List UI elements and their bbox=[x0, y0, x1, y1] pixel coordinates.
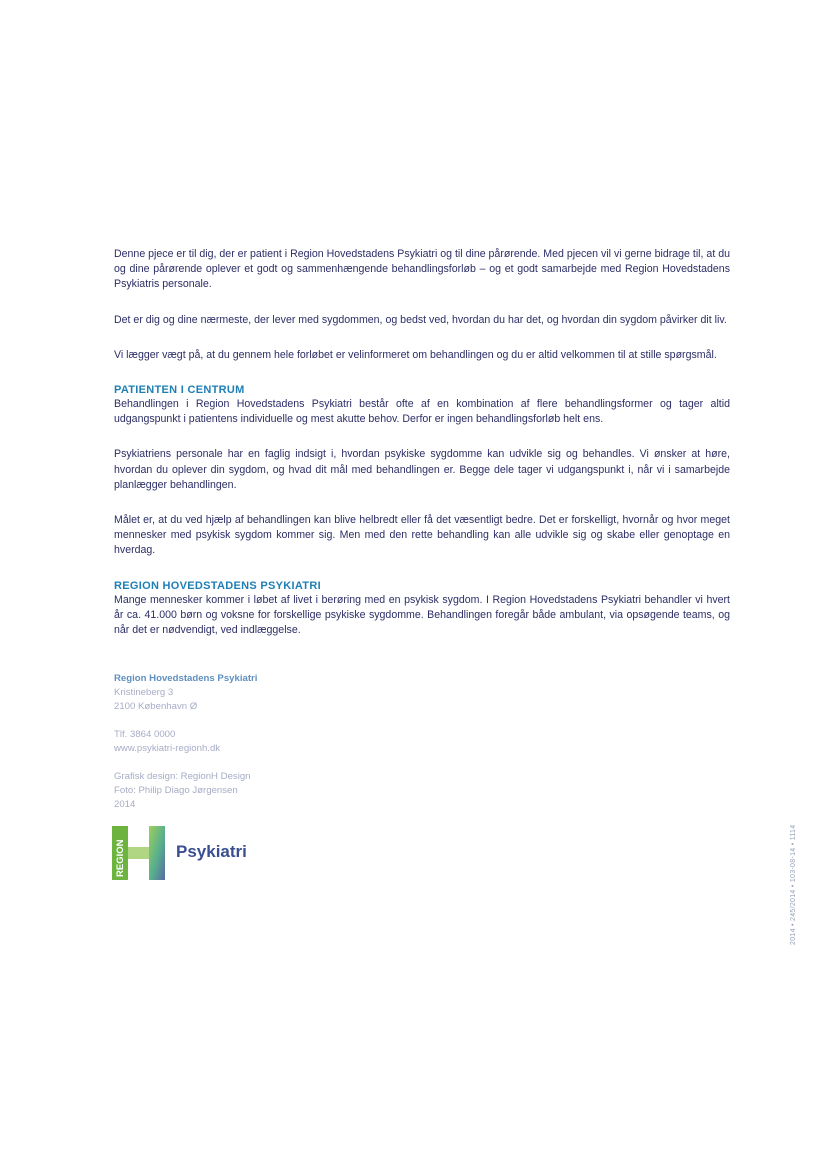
section1-paragraph-2: Psykiatriens personale har en faglig indsigt i, hvordan psykiske sygdomme kan udvikle sig og behandles. Vi ønsker at høre, hvordan du oplever din sygdom, og hvad dit mål med behandlingen er. Begge dele tager vi udgangspunkt i, når vi i samarbejde planlægger behandlingen. bbox=[114, 448, 730, 491]
print-code: 2014 • 245/2014 • 103-08-14 • 1114 bbox=[790, 824, 797, 945]
logo-psykiatri-text: Psykiatri bbox=[176, 842, 247, 861]
contact-block bbox=[114, 672, 257, 812]
credit-year: 2014 bbox=[114, 799, 136, 810]
credit-design: Grafisk design: RegionH Design bbox=[114, 771, 251, 782]
contact-city: 2100 København Ø bbox=[114, 701, 198, 712]
section2-paragraph-1: Mange mennesker kommer i løbet af livet i berøring med en psykisk sygdom. I Region Hovedstadens Psykiatri behandler vi hvert år ca. 41.000 børn og voksne for forskellige psykiske sygdomme. Behandlingen foregår både ambulant, via opsøgende teams, og når det er nødvendigt, ved indlæggelse. bbox=[114, 593, 730, 637]
intro-paragraph-2: Det er dig og dine nærmeste, der lever med sygdommen, og bedst ved, hvordan du har det, og hvordan din sygdom påvirker dit liv. bbox=[114, 313, 727, 326]
intro-paragraph-1: Denne pjece er til dig, der er patient i Region Hovedstadens Psykiatri og til dine pårørende. Med pjecen vil vi gerne bidrage til, at du og dine pårørende oplever et godt og sammenhængende behandlingsforløb – og et godt samarbejde med Region Hovedstadens Psykiatris personale. bbox=[114, 248, 730, 291]
contact-org: Region Hovedstadens Psykiatri bbox=[114, 673, 258, 684]
region-h-logo bbox=[112, 826, 282, 882]
main-text bbox=[114, 247, 730, 658]
section1-paragraph-1: Behandlingen i Region Hovedstadens Psykiatri består ofte af en kombination af flere behandlingsformer og tager altid udgangspunkt i patientens individuelle og mest akutte behov. Derfor er ingen behandlingsforløb helt ens. bbox=[114, 398, 730, 426]
contact-web-link[interactable]: www.psykiatri-regionh.dk bbox=[114, 743, 221, 754]
section-heading-region: REGION HOVEDSTADENS PSYKIATRI bbox=[114, 579, 321, 592]
contact-street: Kristineberg 3 bbox=[114, 687, 174, 698]
credit-photo: Foto: Philip Diago Jørgensen bbox=[114, 785, 238, 796]
contact-phone: Tlf. 3864 0000 bbox=[114, 729, 176, 740]
region-h-logo-icon bbox=[112, 826, 165, 880]
logo-region-word: REGION bbox=[115, 839, 126, 877]
section1-paragraph-3: Målet er, at du ved hjælp af behandlingen kan blive helbredt eller få det væsentligt bedre. Det er forskelligt, hvornår og hvor meget mennesker med psykisk sygdom kommer sig. Men med den rette behandling kan alle udvikle sig og skabe eller genoptage en hverdag. bbox=[114, 514, 730, 557]
intro-paragraph-3: Vi lægger vægt på, at du gennem hele forløbet er velinformeret om behandlingen og du er altid velkommen til at stille spørgsmål. bbox=[114, 348, 717, 361]
section-heading-patient: PATIENTEN I CENTRUM bbox=[114, 384, 245, 397]
